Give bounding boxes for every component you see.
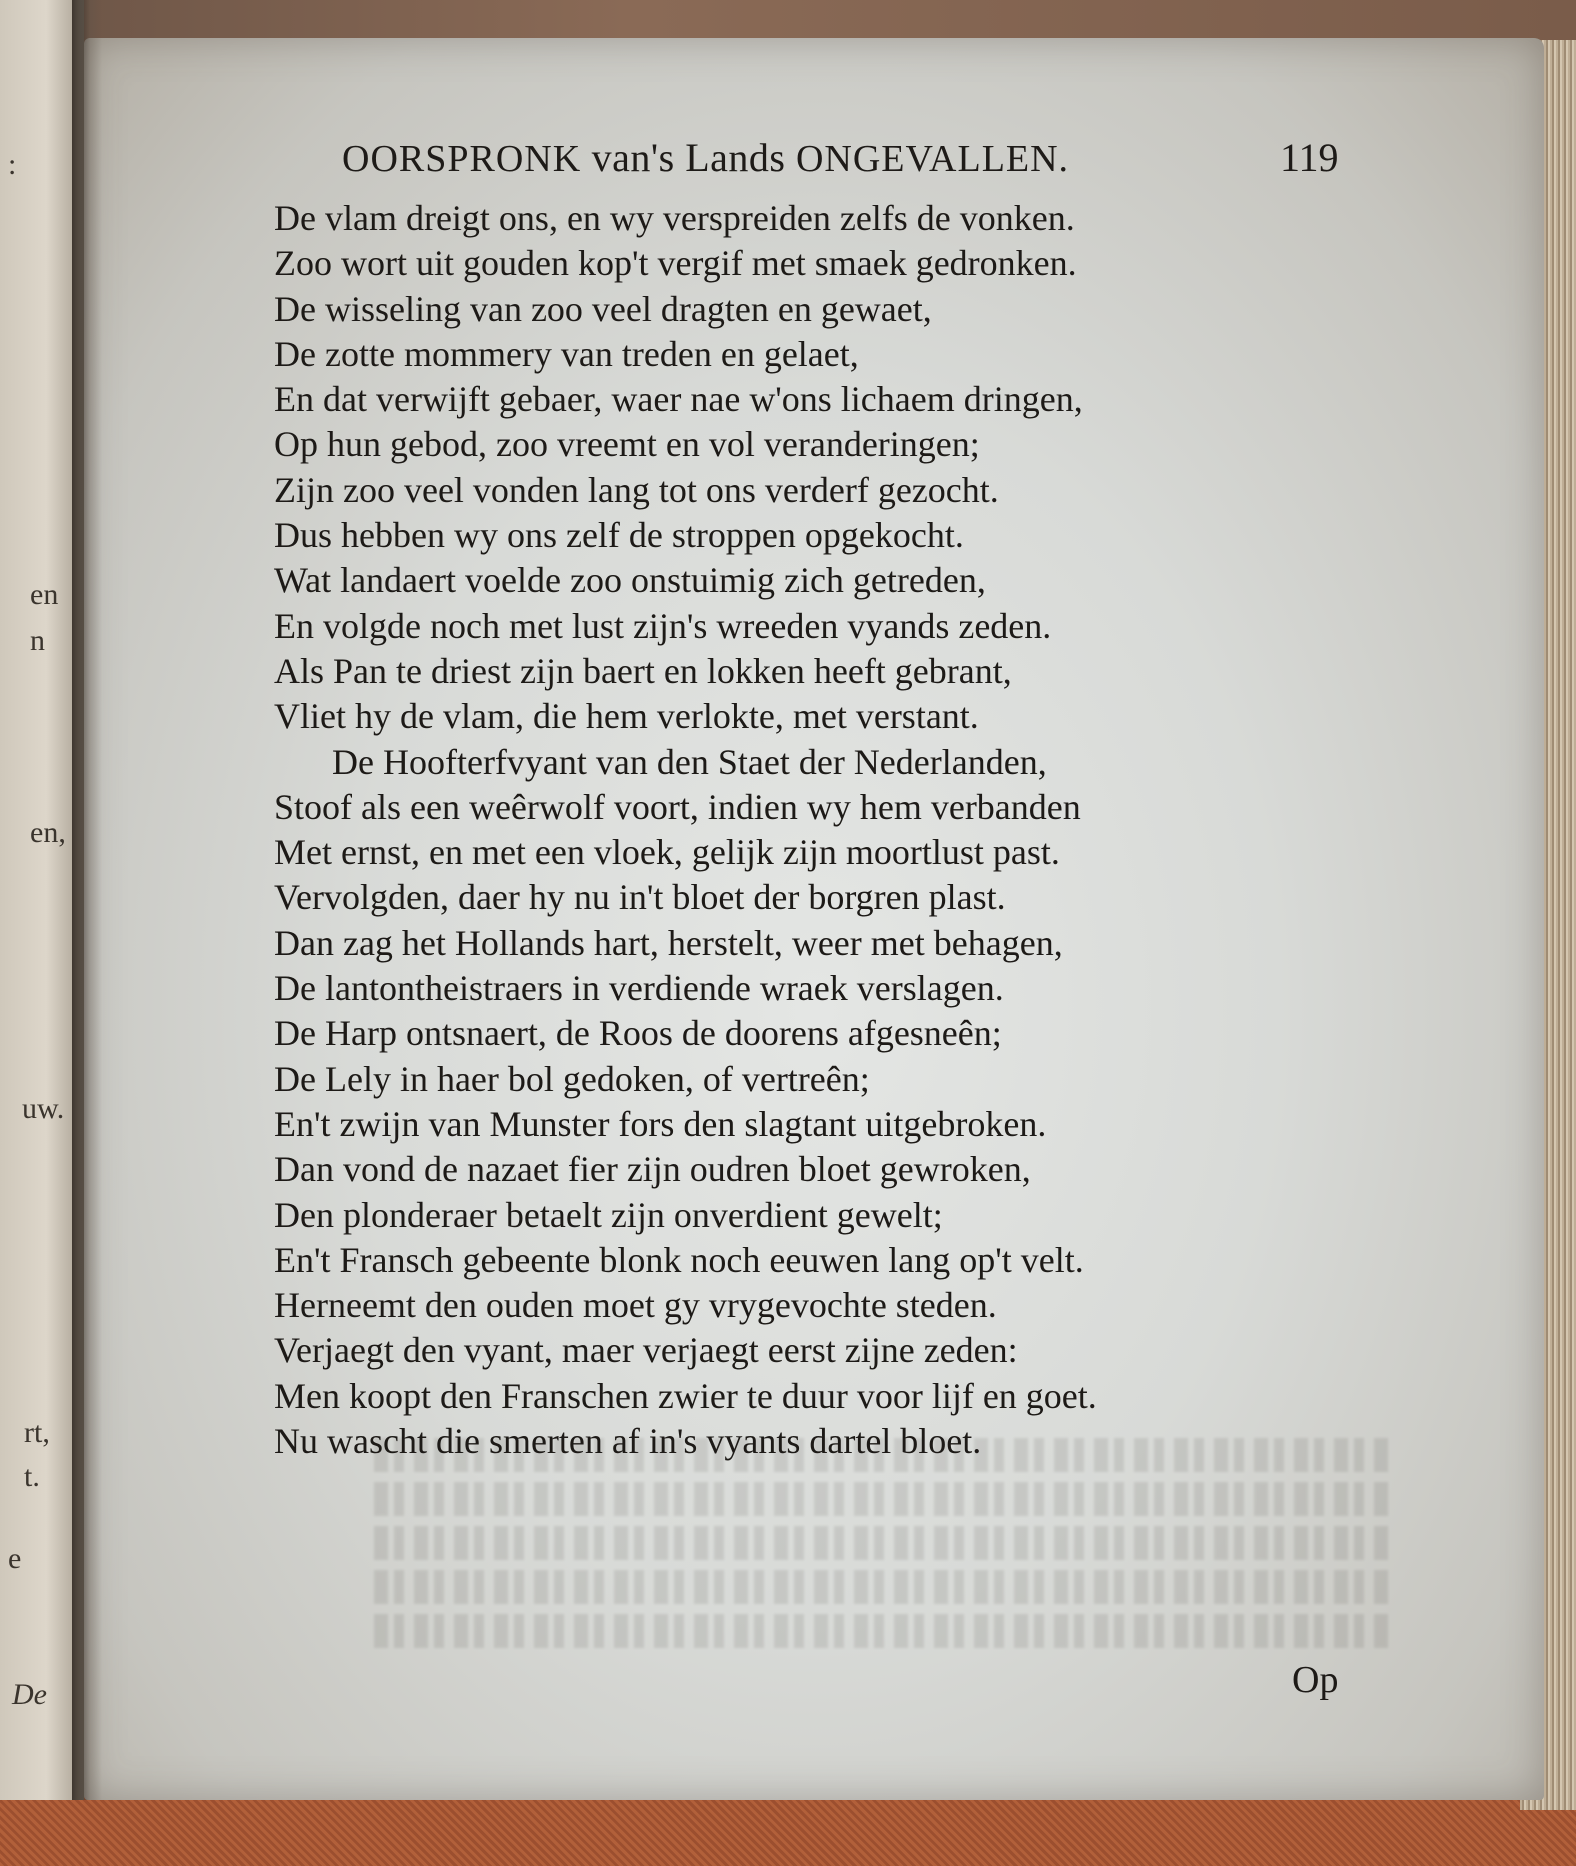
poem-line: De Harp ontsnaert, de Roos de doorens afgesneên; [274, 1013, 1002, 1054]
left-page-fragment: uw. [22, 1092, 65, 1125]
poem-line: Verjaegt den vyant, maer verjaegt eerst zijne zeden: [274, 1330, 1018, 1371]
poem-line: Vliet hy de vlam, die hem verlokte, met verstant. [274, 696, 979, 737]
poem-line: Herneemt den ouden moet gy vrygevochte steden. [274, 1285, 997, 1326]
book-page [84, 38, 1544, 1800]
poem-line: En dat verwijft gebaer, waer nae w'ons lichaem dringen, [274, 379, 1083, 420]
page-number: 119 [1280, 135, 1339, 180]
poem-text [274, 196, 1334, 1464]
poem-line: Den plonderaer betaelt zijn onverdient gewelt; [274, 1194, 943, 1235]
running-head-part: OORSPRONK [342, 138, 582, 180]
poem-line: En volgde noch met lust zijn's wreeden vyands zeden. [274, 605, 1052, 646]
poem-line: Men koopt den Franschen zwier te duur voor lijf en goet. [274, 1375, 1097, 1416]
left-page-fragment: en [30, 578, 59, 611]
left-page-fragment: rt, [24, 1416, 50, 1449]
poem-line: Op hun gebod, zoo vreemt en vol veranderingen; [274, 424, 980, 465]
poem-line: Stoof als een weêrwolf voort, indien wy hem verbanden [274, 786, 1081, 827]
poem-line: De wisseling van zoo veel dragten en gewaet, [274, 288, 932, 329]
running-head-part: van's Lands [581, 135, 796, 180]
poem-line: Dan zag het Hollands hart, herstelt, weer met behagen, [274, 922, 1063, 963]
poem-line: Nu wascht die smerten af in's vyants dartel bloet. [274, 1421, 982, 1462]
binding-gutter [72, 0, 102, 1800]
poem-line: Zijn zoo veel vonden lang tot ons verderf gezocht. [274, 469, 999, 510]
bleed-through-text [374, 1438, 1394, 1698]
poem-line: De vlam dreigt ons, en wy verspreiden zelfs de vonken. [274, 198, 1075, 238]
left-page-fragment: De [12, 1678, 47, 1711]
poem-line: Vervolgden, daer hy nu in't bloet der borgren plast. [274, 877, 1006, 918]
poem-line: Met ernst, en met een vloek, gelijk zijn moortlust past. [274, 832, 1060, 873]
catchword: Op [1292, 1659, 1339, 1701]
poem-line: Dan vond de nazaet fier zijn oudren bloet gewroken, [274, 1149, 1031, 1190]
running-head [342, 134, 1342, 181]
running-head-part: ONGEVALLEN. [795, 138, 1070, 180]
poem-line: Wat landaert voelde zoo onstuimig zich getreden, [274, 560, 986, 601]
poem-line: En't zwijn van Munster fors den slagtant uitgebroken. [274, 1103, 1047, 1144]
table-cloth [0, 1790, 1576, 1866]
poem-line: De Hoofterfvyant van den Staet der Nederlanden, [332, 741, 1047, 782]
poem-line: Als Pan te driest zijn baert en lokken heeft gebrant, [274, 650, 1012, 691]
poem-line: Zoo wort uit gouden kop't vergif met smaek gedronken. [274, 243, 1077, 284]
left-page-fragment: t. [24, 1460, 40, 1493]
left-page-fragment: e [8, 1542, 22, 1575]
poem-line: En't Fransch gebeente blonk noch eeuwen lang op't velt. [274, 1239, 1084, 1280]
poem-line: De zotte mommery van treden en gelaet, [274, 333, 859, 374]
left-page-fragment: en, [30, 816, 66, 849]
poem-line: De lantontheistraers in verdiende wraek verslagen. [274, 968, 1004, 1009]
poem-line: De Lely in haer bol gedoken, of vertreên; [274, 1058, 870, 1099]
poem-line: Dus hebben wy ons zelf de stroppen opgekocht. [274, 515, 964, 556]
left-page-fragment: : [8, 148, 17, 181]
left-page-fragment: n [30, 624, 45, 657]
